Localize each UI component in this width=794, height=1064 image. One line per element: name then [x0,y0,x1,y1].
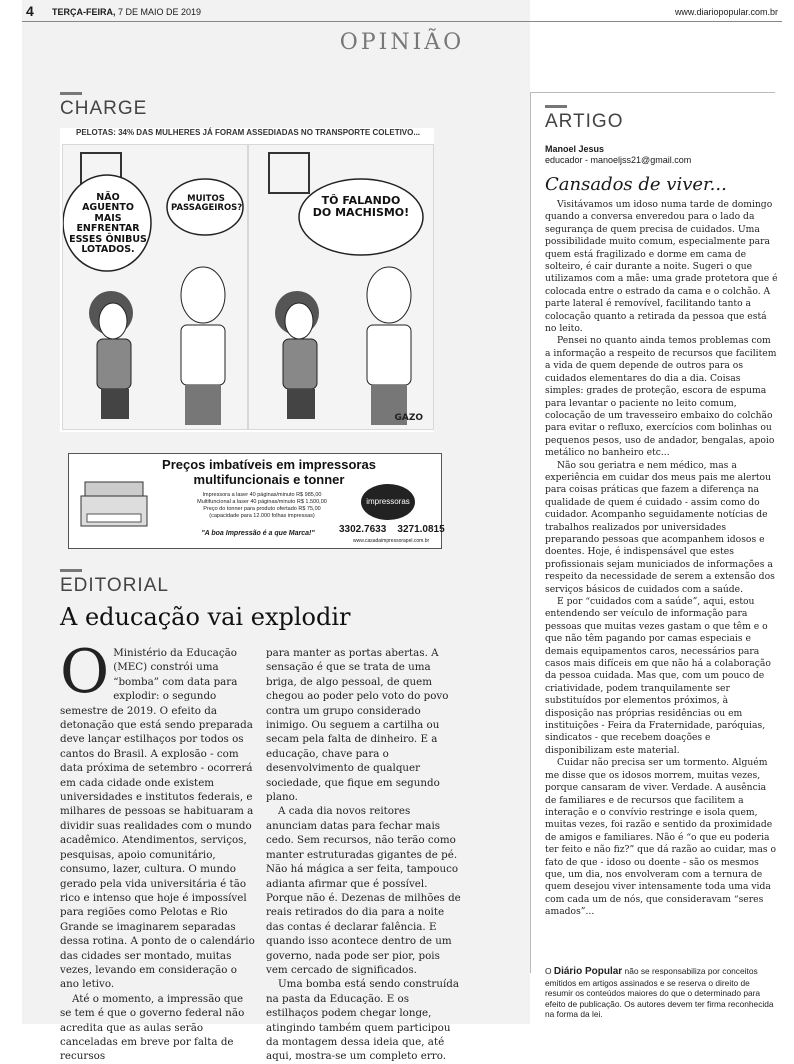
header-website: www.diariopopular.com.br [674,7,778,17]
article-paragraph: Pensei no quanto ainda temos problemas com a informação a respeito de recursos que facilitem a vida de quem depende de outros para os cuidados elementares do dia a dia. Coisas simples: grades de proteção, escora de espuma para levantar o paciente no leito comum, colocação de um travesseiro embaixo do colchão para evitar o refluxo, exercícios com bolinhas ou pequenos pesos, uso de andador, bengalas, apoio metálico no banheiro etc... [545,335,777,459]
editorial-paragraph: para manter as portas abertas. A sensação é que se trata de uma briga, de algo pessoal, de quem chegou ao poder pelo voto do povo contra um grupo considerado inimigo. Ou seguem a cartilha ou secam pela falta de dinheiro. E a educação, chave para o desenvolvimento de qualquer sociedade, que fique em segundo plano. [266,647,449,804]
ad-title [109,458,429,488]
header-weekday: TERÇA-FEIRA, [52,7,116,17]
article-author: Manoel Jesus [545,144,605,154]
ad-phone-1: 3302.7633 [339,524,387,535]
header-date-text: 7 DE MAIO DE 2019 [118,7,202,17]
cartoon-panel-2-drawing [249,145,433,429]
ad-title-line2: multifuncionais e tonner [193,471,345,487]
panel1-man-speech: MUITOS PASSAGEIROS? [171,194,243,214]
editorial-paragraph: Até o momento, a impressão que se tem é que o governo federal não acredita que as aulas serão canceladas em breve por falta de recursos [60,992,245,1063]
editorial-paragraph: Uma bomba está sendo construída na pasta da Educação. E os estilhaços podem chegar longe, atingindo também quem participou da montagem dessa ideia que, até aqui, mostra-se um completo erro. [266,978,460,1063]
editorial-paragraph [60,637,256,992]
disclaimer-prefix: O [545,966,552,976]
ad-phone-2: 3271.0815 [397,524,445,535]
disclaimer [545,966,777,1020]
disclaimer-brand: Diário Popular [553,966,623,977]
ad-specs [167,492,357,521]
disclaimer-text: não se responsabiliza por conceitos emitidos em artigos assinados e se reserva o direito de resumir os conteúdos maiores do que o determinado para efeito de publicação. Os autores devem ter firma reconhecida na forma da lei. [545,966,774,1020]
article-paragraph: Cuidar não precisa ser um tormento. Alguém me disse que os idosos morrem, muitas vezes, porque cansaram de viver. Verdade. A ausência de familiares e de recursos que facilitem a interação e o convívio restringe e isola quem, muitas vezes, foi razão e sentido da proximidade de amigos e familiares. Não é “o que eu poderia ter feito e não fiz?” que dá razão ao cuidar, mas o fato de que - idoso ou doente - são os mesmos que, um dia, nos envolveram com a ternura de quem desejou viver intensamente toda uma vida com cada um de nós, que consideravam “seres amados”... [545,757,777,918]
artigo-label: ARTIGO [545,111,624,132]
cartoon [60,128,434,432]
ad-slogan: "A boa Impressão é a que Marca!" [201,530,315,537]
printer-advertisement[interactable] [68,453,445,549]
charge-label: CHARGE [60,98,148,119]
ad-spec-1: Impressora a laser 40 páginas/minuto R$ 985,00 [202,492,322,498]
editorial-title: A educação vai explodir [60,603,351,631]
article-title: Cansados de viver... [545,174,727,195]
article-body [545,199,779,919]
editorial-text: Ministério da Educação (MEC) constrói uma “bomba” com data para explodir: o segundo semestre de 2019. O efeito da detonação que está sendo preparada deve lançar estilhaços por todos os cantos do Brasil. A explosão - com data próxima de setembro - ocorrerá em cada cidade onde existem universidades e institutos federais, e milhares de pessoas se habituaram a dividir suas realidades com o mundo acadêmico. Atendimentos, serviços, pesquisas, apoio comunitário, consumo, lazer, cultura. O mundo gerado pela vida universitária é tão rico e intenso que hoje é impossível para regiões como Pelotas e Rio Grande se imaginarem separadas dessa rotina. A ponto de o calendário das cidades ser montado, muitas vezes, levando em consideração o ano letivo. [60,647,255,991]
section-title: OPINIÃO [339,30,465,55]
ad-url[interactable]: www.casadaimpressorapel.com.br [353,538,430,544]
editorial-column-2 [266,646,462,1064]
article-paragraph: Visitávamos um idoso numa tarde de domingo quando a conversa enveredou para o lado da segurança de quem precisa de cuidados. Uma possibilidade muito comum, especialmente para quem está fragilizado e dorme em cama de solteiro, é cair durante a noite. Sugeri o que utilizamos com a mãe: uma grade protetora que é colocada entre o estrado da cama e o colchão. A parte lateral é removível, facilitando tanto a colocação quanto a retirada da pessoa que está no leito. [545,199,778,335]
editorial-dropcap: O [60,637,110,707]
cartoon-panel-2 [248,144,434,430]
ad-phones [339,524,445,535]
cartoon-panel-1-drawing [63,145,247,429]
cartoon-caption: PELOTAS: 34% DAS MULHERES JÁ FORAM ASSEDIADAS NO TRANSPORTE COLETIVO... [76,128,421,137]
ad-spec-3: Preço do tonner para produto ofertado R$ 75,00 [203,506,321,513]
article-paragraph: Não sou geriatra e nem médico, mas a experiência em cuidar dos meus pais me alertou para coisas práticas que fazem a diferença na qualidade de quem é cuidado - assim como do cuidador. Acompanho seguidamente notícias de trabalhos realizados por universidades preparando pessoas que acompanhem idosos e doentes. Hoje, é indispensável que estes profissionais sejam municiados de informações a respeito da necessidade de serem a extensão dos serviços básicos de cuidados com a saúde. [545,459,775,595]
cartoon-panel-1 [62,144,248,430]
editorial-paragraph: A cada dia novos reitores anunciam datas para fechar mais cedo. Sem recursos, não terão como manter estruturadas gigantes de pé. Não há mágica a ser feita, tampouco adianta afirmar que é possível. Porque não é. Dezenas de milhões de reais retirados do dia para a noite das contas é declarar falência. E quando isso acontece dentro de um governo, nada pode ser pior, pois vem cercado de significados. [266,805,461,976]
header-date [52,7,201,17]
page-number: 4 [26,3,34,19]
cartoon-signature: GAZO [394,413,423,423]
page-header [22,5,782,22]
panel1-woman-speech: NÃO AGUENTO MAIS ENFRENTAR ESSES ÔNIBUS LOTADOS. [69,192,147,256]
editorial-column-1 [60,637,256,1064]
ad-spec-4: (capacidade para 12.000 folhas impressas) [209,513,315,520]
ad-brand-logo: impressoras [361,484,415,520]
editorial-label: EDITORIAL [60,575,169,596]
article-paragraph: E por “cuidados com a saúde”, aqui, estou entendendo ser veículo de informação para pessoas que muitas vezes gastam o que têm e o que não têm pagando por camas especiais e demais equipamentos caros, necessários para casos mais difíceis em que não há a colaboração da pessoa cuidada. Mas que, com um pouco de criatividade, podem tranquilamente ser substituídos por elementos próximos, à disposição nas próprias residências ou em instituições - Feira da Fraternidade, paróquias, sindicatos - que recebem doações e disponibilizam este material. [545,596,771,756]
ad-title-line1: Preços imbatíveis em impressoras [162,457,376,472]
article-author-email[interactable]: educador - manoeljss21@gmail.com [545,155,692,165]
ad-spec-2: Multifuncional a laser 40 páginas/minuto R$ 1.500,00 [197,499,327,506]
panel2-woman-speech: TÔ FALANDO DO MACHISMO! [312,194,410,220]
